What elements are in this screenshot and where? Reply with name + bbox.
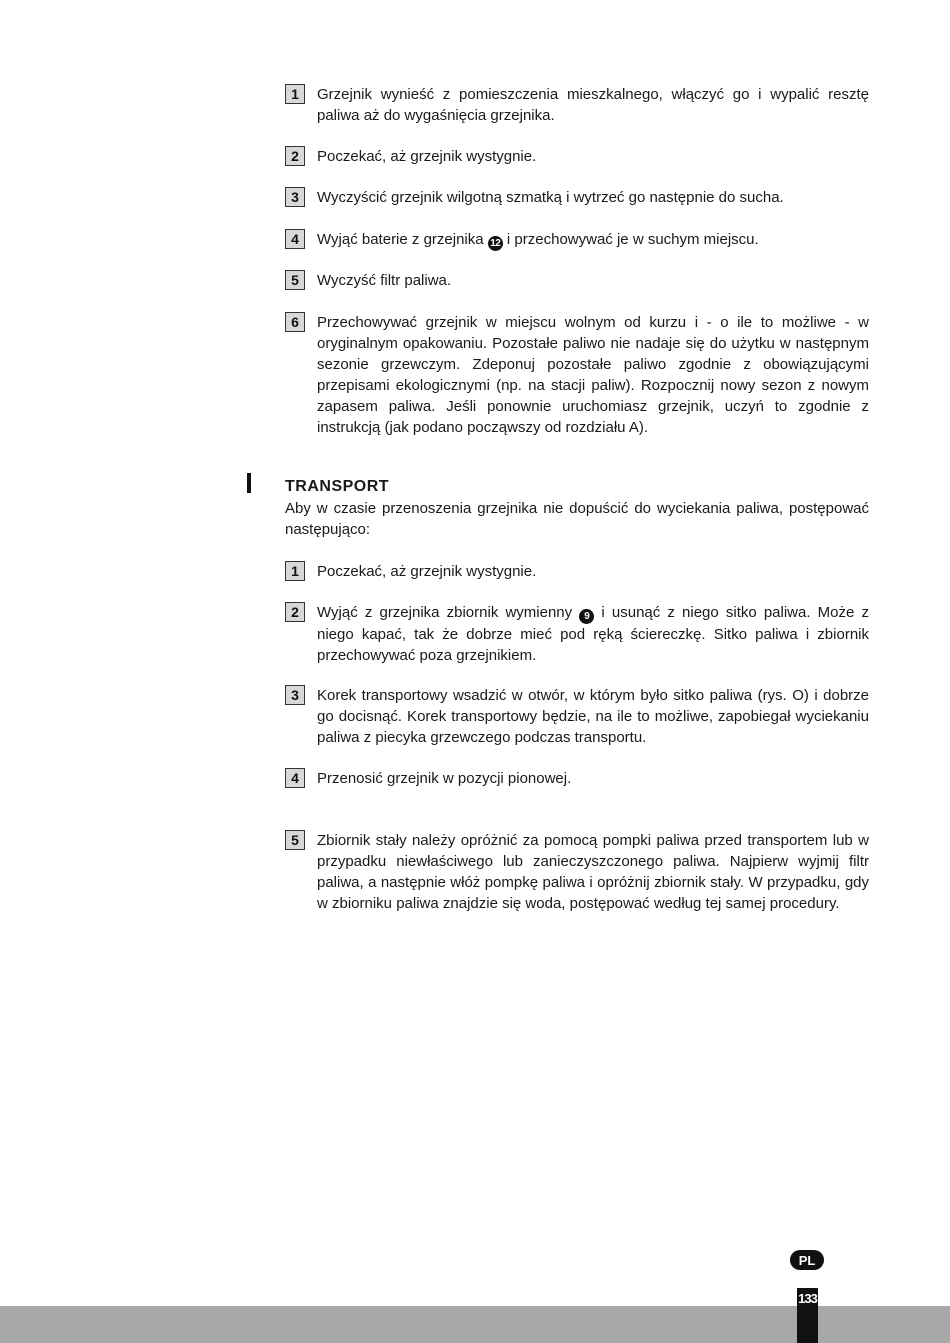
storage-step-4 — [285, 229, 869, 251]
step-text: Korek transportowy wsadzić w otwór, w którym było sitko paliwa (rys. O) i dobrze go docisnąć. Korek transportowy będzie, na ile to możliwe, zapobiegał wyciekaniu paliwa z piecyka grzewczego podczas transportu. — [317, 687, 869, 746]
step-text: Wyjąć baterie z grzejnika 12 i przechowywać je w suchym miejscu. — [317, 231, 759, 249]
step-number: 1 — [285, 561, 305, 581]
step-text: Poczekać, aż grzejnik wystygnie. — [317, 563, 537, 580]
page-number: 133 — [797, 1288, 818, 1343]
step-number: 4 — [285, 768, 305, 788]
storage-step-6 — [285, 312, 869, 438]
step-number: 4 — [285, 229, 305, 249]
step-text: Grzejnik wynieść z pomieszczenia mieszkalnego, włączyć go i wypalić resztę paliwa aż do wygaśnięcia grzejnika. — [317, 86, 869, 124]
step-number: 6 — [285, 312, 305, 332]
step-number: 2 — [285, 602, 305, 622]
transport-step-2 — [285, 602, 869, 666]
transport-step-1 — [285, 561, 869, 582]
step-text: Wyjąć z grzejnika zbiornik wymienny 9 i usunąć z niego sitko paliwa. Może z niego kapać, tak że dobrze mieć pod ręką ściereczkę. Sitko paliwa i zbiornik przechowywać poza grzejnikiem. — [317, 604, 869, 664]
storage-step-2 — [285, 146, 869, 167]
step-text: Wyczyść filtr paliwa. — [317, 272, 452, 289]
step-number: 1 — [285, 84, 305, 104]
language-badge: PL — [790, 1250, 824, 1270]
step-number: 3 — [285, 685, 305, 705]
transport-step-5 — [285, 830, 869, 914]
step-text: Poczekać, aż grzejnik wystygnie. — [317, 148, 537, 165]
step-text: Zbiornik stały należy opróżnić za pomocą pompki paliwa przed transportem lub w przypadku niewłaściwego lub zanieczyszczonego paliwa. Najpierw wyjmij filtr paliwa, a następnie włóż pompkę paliwa i opróżnij zbiornik stały. W przypadku, gdy w zbiorniku paliwa znajdzie się woda, postępować według tej samej procedury. — [317, 832, 869, 912]
step-number: 2 — [285, 146, 305, 166]
step-text: Przenosić grzejnik w pozycji pionowej. — [317, 770, 572, 787]
transport-step-4 — [285, 768, 869, 789]
storage-step-3 — [285, 187, 869, 208]
step-number: 3 — [285, 187, 305, 207]
step-number: 5 — [285, 830, 305, 850]
step-text: Wyczyścić grzejnik wilgotną szmatką i wytrzeć go następnie do sucha. — [317, 189, 784, 206]
section-title: TRANSPORT — [285, 478, 390, 495]
storage-step-5 — [285, 270, 869, 291]
step-text: Przechowywać grzejnik w miejscu wolnym od kurzu i - o ile to możliwe - w oryginalnym opakowaniu. Pozostałe paliwo nie nadaje się do użytku w następnym sezonie grzewczym. Zdeponuj pozostałe paliwo zgodnie z obowiązującymi przepisami ekologicznymi (np. na stacji paliw). Rozpocznij nowy sezon z nowym zapasem paliwa. Jeśli ponownie uruchomiasz grzejnik, uczyń to zgodnie z instrukcją (jak podano począwszy od rozdziału A). — [317, 314, 869, 436]
section-intro: Aby w czasie przenoszenia grzejnika nie dopuścić do wyciekania paliwa, postępować następująco: — [285, 500, 869, 538]
part-reference-icon: 9 — [579, 609, 594, 624]
storage-step-1 — [285, 84, 869, 126]
section-marker — [247, 473, 251, 493]
step-number: 5 — [285, 270, 305, 290]
part-reference-icon: 12 — [488, 236, 503, 251]
transport-step-3 — [285, 685, 869, 748]
